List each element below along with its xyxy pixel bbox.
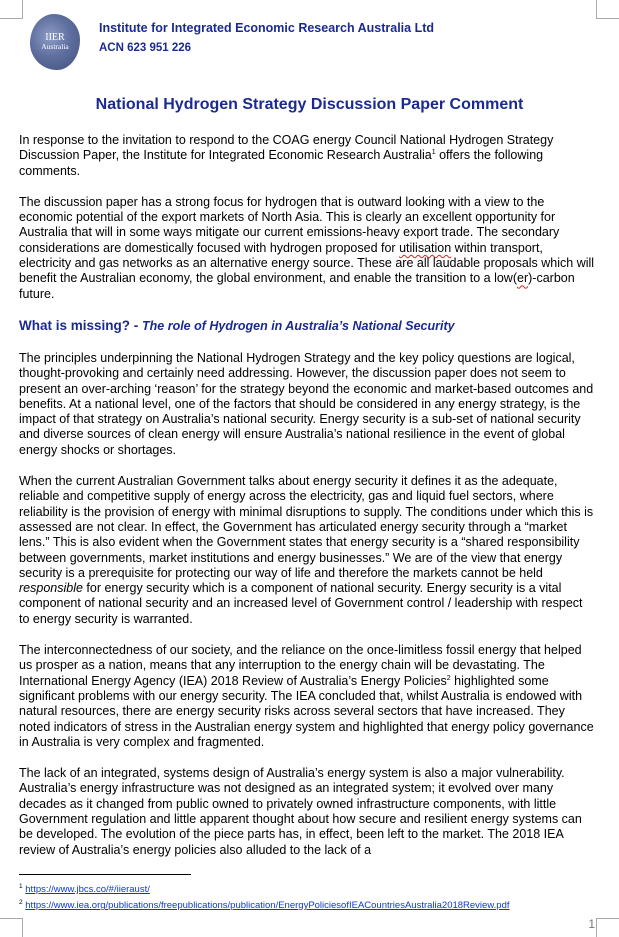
footnote-2: $^2$ https://www.iea.org/publications/freepublications/publication/EnergyPoliciesofIEACountriesAustralia2018Review.pdf [19,899,510,912]
footnote-1: $^1$ https://www.jbcs.co/#/iieraust/ [19,883,150,896]
iier-logo [30,14,80,70]
page-number: 1 [588,917,595,931]
footnote-separator [19,874,191,875]
intro-paragraph-2: The discussion paper has a strong focus for hydrogen that is outward looking with a view to the economic potential of the export markets of North Asia. This is clearly an excellent opportunity for Australia that will in some ways mitigate our current emissions-heavy export trade. The secondary considerations are domestically focused with hydrogen proposed for utilisation within transport, electricity and gas networks as an alternative energy source. These are all laudable proposals which will benefit the Australian economy, the global environment, and enable the transition to a low(er)-carbon future. [19,194,595,301]
footnote-link-1[interactable]: https://www.jbcs.co/#/iieraust/ [25,884,150,896]
document-body [19,133,595,874]
crop-mark-top-right [596,0,619,19]
section-subheading: The role of Hydrogen in Australia’s National Security [142,318,455,333]
acn-number: ACN 623 951 226 [99,42,192,54]
logo-text-iier: IIER [45,31,65,43]
body-paragraph-principles: The principles underpinning the National Hydrogen Strategy and the key policy questions are logical, thought-provoking and certainly need addressing. However, the discussion paper does not seem to present an over-arching ‘reason’ for the strategy beyond the economic and market-based outcomes and benefits. At a national level, one of the factors that should be considered in any energy strategy, is the impact of that strategy on Australia’s national security. Energy security is a sub-set of national security and diverse sources of clean energy will ensure Australia’s national resilience in the event of global energy shocks or shortages. [19,350,594,457]
crop-mark-bottom-right [596,918,619,937]
footnote-ref-2[interactable]: 2 [446,674,451,682]
body-paragraph-energy-security: When the current Australian Government talks about energy security it defines it as the adequate, reliable and competitive supply of energy across the electricity, gas and liquid fuel sectors, where reliability is the provision of energy with minimal disruptions to supply. The conditions under which this is assessed are not clear. In effect, the Government has articulated energy security through a “market lens.” This is also evident when the Government states that energy security is a “shared responsibility between governments, market institutions and energy businesses.” We are of the view that energy security is a prerequisite for protecting our way of life and therefore the markets cannot be held responsible for energy security which is a component of national security. Energy security is a vital component of national security and an increased level of Government control / leadership with respect to energy security is warranted. [19,474,594,626]
body-paragraph-integrated-design: The lack of an integrated, systems design of Australia’s energy system is also a major vulnerability. Australia’s energy infrastructure was not designed as an integrated system; it evolved over many decades as it changed from public owned to privately owned infrastructure components, with little Government regulation and little apparent thought about how secure and resilient energy systems can be developed. The evolution of the piece parts has, in effect, been left to the market. The 2018 IEA review of Australia’s energy policies also alluded to the lack of a [19,766,582,857]
crop-mark-top-left [0,0,23,19]
body-paragraph-interconnectedness: The interconnectedness of our society, and the reliance on the once-limitless fossil energy that helped us prosper as a nation, means that any interruption to the energy chain will be devastating. The International Energy Agency (IEA) 2018 Review of Australia’s Energy Policies$^2$ highlighted some significant problems with our energy security. The IEA concluded that, whilst Australia is endowed with natural resources, there are energy security risks across several sectors that have increased. They noted indicators of stress in the Australian energy system and highlighted that energy policy governance in Australia is very complex and fragmented. [19,643,594,749]
document-title: National Hydrogen Strategy Discussion Paper Comment [95,96,524,113]
spellcheck-word-er: er [517,271,529,286]
section-heading: What is missing? - The role of Hydrogen in Australia’s National Security [19,317,455,333]
footnote-link-2[interactable]: https://www.iea.org/publications/freepublications/publication/EnergyPoliciesofIEACountriesAustralia2018Review.pdf [25,900,510,912]
footnote-ref-1[interactable]: 1 [431,149,436,157]
crop-mark-bottom-left [0,918,23,937]
footnotes [19,880,510,912]
organization-name: Institute for Integrated Economic Research Australia Ltd [99,21,435,35]
logo-text-australia: Australia [41,42,69,52]
intro-paragraph-1: In response to the invitation to respond to the COAG energy Council National Hydrogen Strategy Discussion Paper, the Institute for Integrated Economic Research Australia$^1$ offers the following comments. [19,133,554,178]
spellcheck-word-utilisation: utilisation [399,240,452,255]
